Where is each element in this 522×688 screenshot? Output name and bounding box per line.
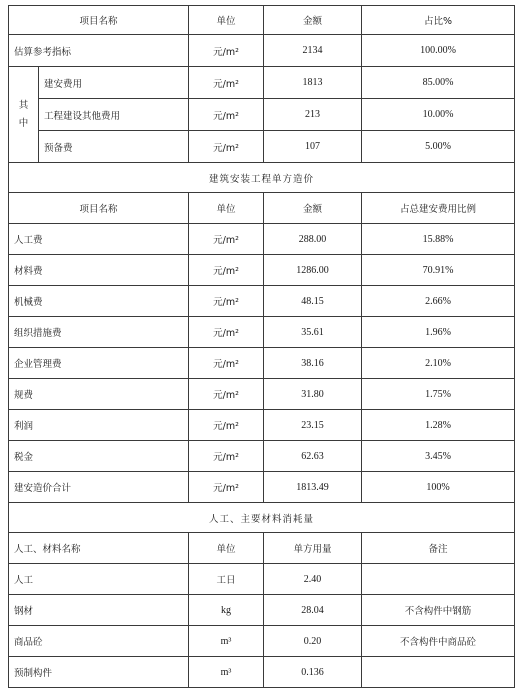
material-name: 钢材 bbox=[9, 595, 189, 626]
cost-item-share: 1.28% bbox=[362, 410, 515, 441]
cost-item-unit: 元/m² bbox=[189, 317, 264, 348]
summary-main-row bbox=[9, 35, 515, 67]
cost-item-name: 企业管理费 bbox=[9, 348, 189, 379]
cost-item-share: 3.45% bbox=[362, 441, 515, 472]
cost-estimate-table-container bbox=[8, 5, 514, 688]
material-note: 不含构件中钢筋 bbox=[362, 595, 515, 626]
materials-row bbox=[9, 626, 515, 657]
cost-item-unit: 元/m² bbox=[189, 286, 264, 317]
materials-header-row bbox=[9, 533, 515, 564]
material-unit: 工日 bbox=[189, 564, 264, 595]
cost-item-amount: 35.61 bbox=[264, 317, 362, 348]
construction-header-row bbox=[9, 193, 515, 224]
sub-item-name: 建安费用 bbox=[39, 67, 189, 99]
cost-item-name: 人工费 bbox=[9, 224, 189, 255]
header-note: 备注 bbox=[362, 533, 515, 564]
header-unit: 单位 bbox=[189, 193, 264, 224]
cost-item-name: 规费 bbox=[9, 379, 189, 410]
item-unit: 元/m² bbox=[189, 35, 264, 67]
cost-item-name: 税金 bbox=[9, 441, 189, 472]
cost-estimate-table bbox=[8, 5, 515, 688]
cost-item-amount: 31.80 bbox=[264, 379, 362, 410]
cost-item-amount: 48.15 bbox=[264, 286, 362, 317]
sub-item-share: 10.00% bbox=[362, 99, 515, 131]
sub-item-amount: 1813 bbox=[264, 67, 362, 99]
header-item-name: 项目名称 bbox=[9, 193, 189, 224]
header-share: 占比% bbox=[362, 6, 515, 35]
cost-item-name: 利润 bbox=[9, 410, 189, 441]
summary-header-row bbox=[9, 6, 515, 35]
construction-row bbox=[9, 255, 515, 286]
cost-item-amount: 1286.00 bbox=[264, 255, 362, 286]
sub-item-name: 预备费 bbox=[39, 131, 189, 163]
material-quantity: 0.20 bbox=[264, 626, 362, 657]
cost-item-amount: 1813.49 bbox=[264, 472, 362, 503]
sub-item-unit: 元/m² bbox=[189, 99, 264, 131]
construction-row bbox=[9, 286, 515, 317]
qizhong-char-2: 中 bbox=[18, 117, 29, 129]
material-note bbox=[362, 564, 515, 595]
item-share: 100.00% bbox=[362, 35, 515, 67]
cost-item-unit: 元/m² bbox=[189, 379, 264, 410]
cost-item-share: 15.88% bbox=[362, 224, 515, 255]
item-name: 估算参考指标 bbox=[9, 35, 189, 67]
material-note bbox=[362, 657, 515, 688]
header-material-name: 人工、材料名称 bbox=[9, 533, 189, 564]
header-amount: 金额 bbox=[264, 6, 362, 35]
cost-item-name: 建安造价合计 bbox=[9, 472, 189, 503]
cost-item-share: 1.75% bbox=[362, 379, 515, 410]
material-unit: m³ bbox=[189, 626, 264, 657]
cost-item-unit: 元/m² bbox=[189, 348, 264, 379]
section-title-materials: 人工、主要材料消耗量 bbox=[9, 503, 515, 533]
sub-item-name: 工程建设其他费用 bbox=[39, 99, 189, 131]
summary-sub-row bbox=[9, 131, 515, 163]
header-unit: 单位 bbox=[189, 533, 264, 564]
sub-item-unit: 元/m² bbox=[189, 67, 264, 99]
materials-row bbox=[9, 564, 515, 595]
construction-row bbox=[9, 224, 515, 255]
header-share: 占总建安费用比例 bbox=[362, 193, 515, 224]
material-quantity: 2.40 bbox=[264, 564, 362, 595]
material-name: 预制构件 bbox=[9, 657, 189, 688]
construction-row bbox=[9, 410, 515, 441]
cost-item-name: 材料费 bbox=[9, 255, 189, 286]
material-quantity: 28.04 bbox=[264, 595, 362, 626]
sub-item-share: 5.00% bbox=[362, 131, 515, 163]
summary-sub-row bbox=[9, 67, 515, 99]
summary-sub-row bbox=[9, 99, 515, 131]
item-amount: 2134 bbox=[264, 35, 362, 67]
material-name: 商品砼 bbox=[9, 626, 189, 657]
material-unit: kg bbox=[189, 595, 264, 626]
cost-item-name: 组织措施费 bbox=[9, 317, 189, 348]
section-title-construction: 建筑安装工程单方造价 bbox=[9, 163, 515, 193]
sub-item-amount: 213 bbox=[264, 99, 362, 131]
cost-item-amount: 288.00 bbox=[264, 224, 362, 255]
material-name: 人工 bbox=[9, 564, 189, 595]
qizhong-label bbox=[9, 67, 39, 163]
cost-item-amount: 62.63 bbox=[264, 441, 362, 472]
sub-item-share: 85.00% bbox=[362, 67, 515, 99]
construction-total-row bbox=[9, 472, 515, 503]
cost-item-unit: 元/m² bbox=[189, 255, 264, 286]
header-quantity: 单方用量 bbox=[264, 533, 362, 564]
construction-row bbox=[9, 441, 515, 472]
qizhong-char-1: 其 bbox=[18, 99, 29, 111]
cost-item-share: 2.10% bbox=[362, 348, 515, 379]
cost-item-share: 1.96% bbox=[362, 317, 515, 348]
materials-row bbox=[9, 657, 515, 688]
material-quantity: 0.136 bbox=[264, 657, 362, 688]
material-unit: m³ bbox=[189, 657, 264, 688]
sub-item-amount: 107 bbox=[264, 131, 362, 163]
construction-row bbox=[9, 348, 515, 379]
sub-item-unit: 元/m² bbox=[189, 131, 264, 163]
cost-item-unit: 元/m² bbox=[189, 410, 264, 441]
cost-item-share: 2.66% bbox=[362, 286, 515, 317]
section-title-row bbox=[9, 163, 515, 193]
section-title-row bbox=[9, 503, 515, 533]
cost-item-unit: 元/m² bbox=[189, 441, 264, 472]
cost-item-share: 70.91% bbox=[362, 255, 515, 286]
header-item-name: 项目名称 bbox=[9, 6, 189, 35]
construction-row bbox=[9, 317, 515, 348]
construction-row bbox=[9, 379, 515, 410]
materials-row bbox=[9, 595, 515, 626]
cost-item-unit: 元/m² bbox=[189, 472, 264, 503]
cost-item-amount: 38.16 bbox=[264, 348, 362, 379]
header-unit: 单位 bbox=[189, 6, 264, 35]
cost-item-share: 100% bbox=[362, 472, 515, 503]
cost-item-unit: 元/m² bbox=[189, 224, 264, 255]
cost-item-name: 机械费 bbox=[9, 286, 189, 317]
material-note: 不含构件中商品砼 bbox=[362, 626, 515, 657]
cost-item-amount: 23.15 bbox=[264, 410, 362, 441]
header-amount: 金额 bbox=[264, 193, 362, 224]
